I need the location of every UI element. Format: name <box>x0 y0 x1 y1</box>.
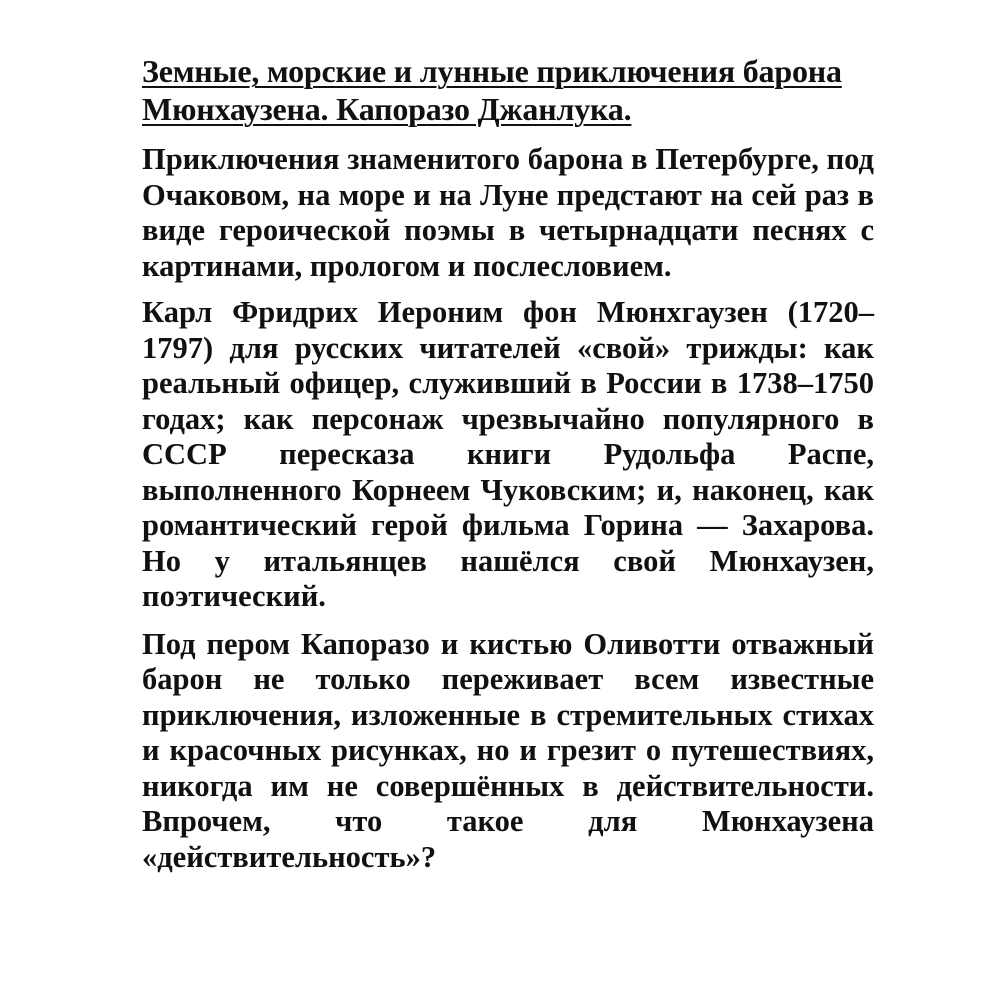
paragraph-synopsis: Приключения знаменитого барона в Петербурге, под Очаковом, на море и на Луне предстают на сей раз в виде героической поэмы в четырнадцати песнях с картинами, прологом и послесловием. <box>142 142 874 283</box>
paragraph-history: Карл Фридрих Иероним фон Мюнхгаузен (1720–1797) для русских читателей «свой» трижды: как реальный офицер, служивший в России в 1738–1750 годах; как персонаж чрезвычайно популярного в СССР пересказа книги Рудольфа Распе, выполненного Корнеем Чуковским; и, наконец, как романтический герой фильма Горина — Захарова. Но у итальянцев нашёлся свой Мюнхаузен, поэтический. <box>142 295 874 613</box>
book-title: Земные, морские и лунные приключения барона Мюнхаузена. Капоразо Джанлука. <box>142 53 842 127</box>
paragraph-illustrations: Под пером Капоразо и кистью Оливотти отважный барон не только переживает всем известные приключения, изложенные в стремительных стихах и красочных рисунках, но и грезит о путешествиях, никогда им не совершённых в действительности. Впрочем, что такое для Мюнхаузена «действительность»? <box>142 626 874 874</box>
